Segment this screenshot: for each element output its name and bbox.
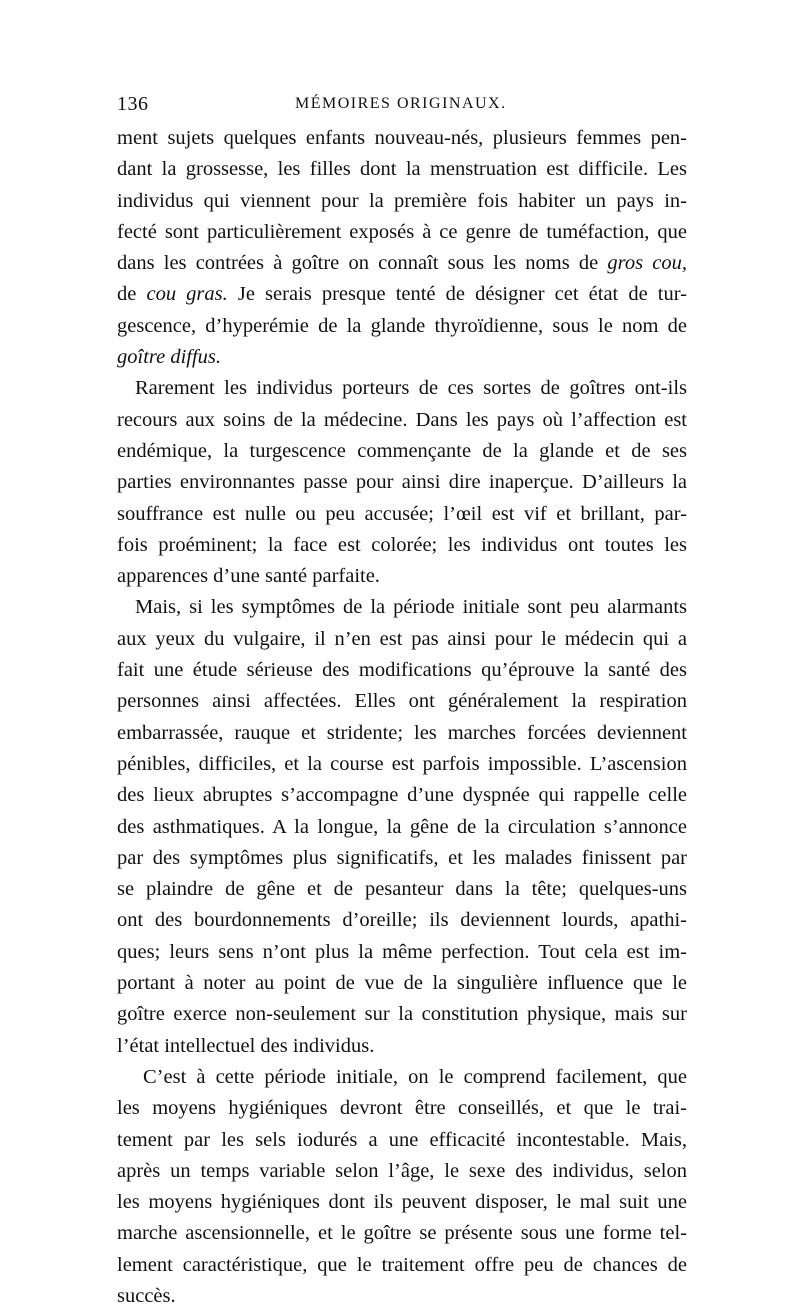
text-line: ont des bourdonnements d’oreille; ils deviennent lourds, apathi-: [117, 909, 687, 932]
text-line: C’est à cette période initiale, on le comprend facilement, que: [143, 1065, 687, 1088]
italic-term: goître diffus.: [117, 346, 222, 369]
text-line: tement par les sels iodurés a une efficacité incontestable. Mais,: [117, 1128, 687, 1151]
text-line: les moyens hygiéniques devront être conseillés, et que le trai-: [117, 1097, 687, 1120]
running-title: MÉMOIRES ORIGINAUX.: [295, 95, 507, 112]
text-line: se plaindre de gêne et de pesanteur dans la tête; quelques-uns: [117, 878, 687, 901]
text-line: portant à noter au point de vue de la singulière influence que le: [117, 972, 687, 995]
paragraph-4: [117, 1062, 687, 1312]
text-line: dant la grossesse, les filles dont la menstruation est difficile. Les: [117, 158, 687, 181]
body-text: [117, 123, 687, 1312]
text-line: [117, 342, 687, 373]
text-line: ment sujets quelques enfants nouveau-nés, plusieurs femmes pen-: [117, 127, 687, 149]
text-line: lement caractéristique, que le traitement offre peu de chances de: [117, 1253, 687, 1276]
text-line: fois proéminent; la face est colorée; les individus ont toutes les: [117, 533, 687, 556]
text-line: fait une étude sérieuse des modifications qu’éprouve la santé des: [117, 659, 687, 682]
text-line: après un temps variable selon l’âge, le sexe des individus, selon: [117, 1159, 687, 1182]
text-line: souffrance est nulle ou peu accusée; l’œil est vif et brillant, par-: [117, 502, 687, 525]
text-line: ques; leurs sens n’ont plus la même perfection. Tout cela est im-: [117, 940, 687, 963]
page-number: 136: [117, 93, 149, 115]
text-line: par des symptômes plus significatifs, et les malades finissent par: [117, 846, 687, 869]
text-line: Rarement les individus porteurs de ces sortes de goîtres ont-ils: [135, 377, 687, 400]
text-segment: dans les contrées à goître on connaît sous les noms de: [117, 252, 599, 275]
text-line: des asthmatiques. A la longue, la gêne de la circulation s’annonce: [117, 815, 687, 838]
text-line: aux yeux du vulgaire, il n’en est pas ainsi pour le médecin qui a: [117, 627, 687, 650]
text-line: [117, 279, 687, 310]
text-line: parties environnantes passe pour ainsi dire inaperçue. D’ailleurs la: [117, 471, 687, 494]
paragraph-1: [117, 123, 687, 373]
text-line: individus qui viennent pour la première fois habiter un pays in-: [117, 189, 687, 212]
text-line: des lieux abruptes s’accompagne d’une dyspnée qui rappelle celle: [117, 784, 687, 807]
text-line: [117, 248, 687, 279]
text-line: marche ascensionnelle, et le goître se présente sous une forme tel-: [117, 1222, 687, 1245]
text-line: apparences d’une santé parfaite.: [117, 565, 380, 588]
text-line: goître exerce non-seulement sur la constitution physique, mais sur: [117, 1003, 687, 1026]
text-line: Mais, si les symptômes de la période initiale sont peu alarmants: [135, 596, 687, 619]
italic-term: gros cou,: [607, 252, 688, 275]
text-line: endémique, la turgescence commençante de la glande et de ses: [117, 439, 687, 462]
text-line: succès.: [117, 1284, 176, 1307]
text-line: personnes ainsi affectées. Elles ont généralement la respiration: [117, 690, 687, 713]
text-line: recours aux soins de la médecine. Dans les pays où l’affection est: [117, 408, 687, 431]
text-line: pénibles, difficiles, et la course est parfois impossible. L’ascension: [117, 752, 687, 775]
text-line: gescence, d’hyperémie de la glande thyroïdienne, sous le nom de: [117, 314, 687, 337]
italic-term: cou gras.: [146, 283, 228, 306]
text-line: embarrassée, rauque et stridente; les marches forcées deviennent: [117, 721, 687, 744]
page-header: [117, 93, 687, 119]
text-segment: Je serais presque tenté de désigner cet état de tur-: [227, 283, 687, 306]
paragraph-3: [117, 592, 687, 1061]
text-line: l’état intellectuel des individus.: [117, 1034, 375, 1057]
paragraph-2: [117, 373, 687, 592]
text-line: fecté sont particulièrement exposés à ce genre de tuméfaction, que: [117, 220, 687, 243]
text-line: les moyens hygiéniques dont ils peuvent disposer, le mal suit une: [117, 1191, 687, 1214]
text-segment: de: [117, 283, 137, 306]
